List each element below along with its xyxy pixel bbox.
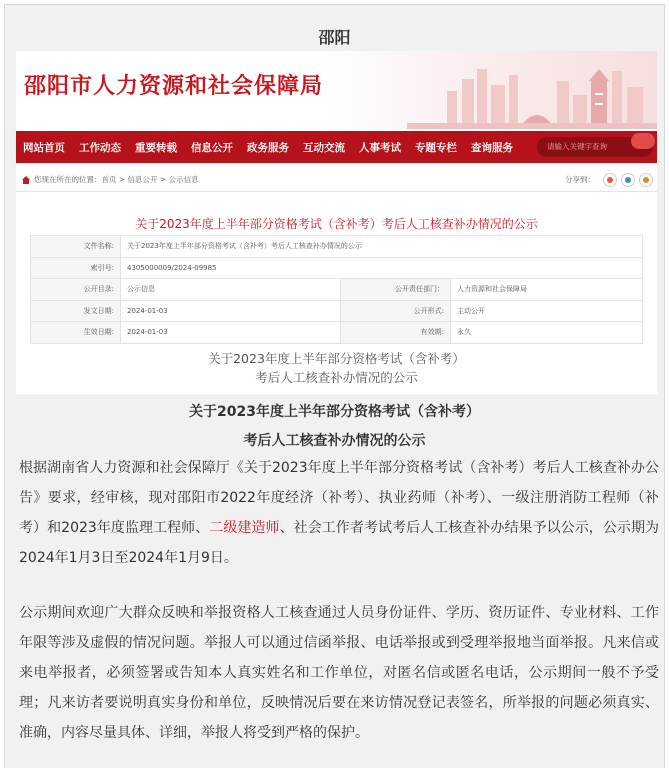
nav-gov-services[interactable]: 政务服务 [247, 141, 289, 154]
doc-heading: 关于2023年度上半年部分资格考试（含补考）考后人工核查补办情况的公示 [135, 217, 538, 231]
meta-value: 4305000009/2024-09985 [121, 257, 643, 279]
qq-share-icon[interactable] [621, 173, 635, 187]
doc-subtitle-line2: 考后人工核查补办情况的公示 [255, 370, 418, 385]
breadcrumb [16, 171, 657, 189]
nav-work-news[interactable]: 工作动态 [79, 141, 121, 154]
content-frame [4, 4, 665, 768]
doc-meta-table [30, 235, 643, 344]
meta-value: 主动公开 [451, 300, 643, 322]
weibo-share-icon[interactable] [603, 173, 617, 187]
nav-query-service[interactable]: 查询服务 [471, 141, 513, 154]
meta-value: 永久 [451, 322, 643, 344]
meta-label: 生效日期: [31, 322, 121, 344]
share-bar [565, 171, 653, 189]
page-title: 邵阳 [318, 28, 351, 47]
meta-value: 关于2023年度上半年部分资格考试（含补考）考后人工核查补办情况的公示 [121, 236, 643, 258]
site-banner [16, 51, 657, 129]
meta-value: 2024-01-03 [121, 300, 341, 322]
paragraph-text: 根据湖南省人力资源和社会保障厅《关于2023年度上半年部分资格考试（含补考）考后人工核查补办公告》要求，经审核，现对邵阳市2022年度经济（补考）、执业药师（补考）、一级注册消防工程师（补考）和2023年度监理工程师、 [19, 460, 659, 536]
meta-label: 索引号: [31, 257, 121, 279]
nav-personnel-exam[interactable]: 人事考试 [359, 141, 401, 154]
meta-label: 文件名称: [31, 236, 121, 258]
meta-value: 2024-01-03 [121, 322, 341, 344]
share-label: 分享到： [565, 175, 595, 184]
nav-home[interactable]: 网站首页 [23, 141, 65, 154]
city-skyline-graphic [407, 51, 657, 129]
article-paragraph-2: 公示期间欢迎广大群众反映和举报资格人工核查通过人员身份证件、学历、资历证件、专业材料、工作年限等涉及虚假的情况问题。举报人可以通过信函举报、电话举报或到受理举报地当面举报。凡来信或来电举报者，必须签署或告知本人真实姓名和工作单位，对匿名信或匿名电话，公示期间一般不予受理；凡来访者要说明真实身份和单位，反映情况后要在来访情况登记表签名，所举报的问题必须真实、准确，内容尽量具体、详细，举报人将受到严格的保护。 [19, 605, 659, 741]
divider [16, 191, 657, 192]
embedded-screenshot [16, 51, 657, 394]
nav-special-topics[interactable]: 专题专栏 [415, 141, 457, 154]
breadcrumb-text: 您现在所在的位置：首页 > 信息公开 > 公示信息 [34, 175, 199, 184]
article-paragraph-1 [19, 453, 659, 573]
article-title-line1: 关于2023年度上半年部分资格考试（含补考） [189, 404, 480, 420]
meta-value: 人力资源和社会保障局 [451, 279, 643, 301]
wechat-share-icon[interactable] [639, 173, 653, 187]
banner-title: 邵阳市人力资源和社会保障局 [24, 74, 324, 99]
doc-subtitle-line1: 关于2023年度上半年部分资格考试（含补考） [208, 351, 465, 366]
meta-label: 公开目录: [31, 279, 121, 301]
meta-label: 公开责任部门： [341, 279, 451, 301]
meta-value: 公示信息 [121, 279, 341, 301]
main-nav [16, 131, 657, 163]
home-icon [22, 176, 30, 184]
paragraph-text: 、社会工作者考试考后人工核查补办结果予以公示，公示期为2024年1月3日至2024年1月9日。 [19, 520, 660, 566]
article-title-line2: 考后人工核查补办情况的公示 [243, 433, 426, 449]
nav-info-disclosure[interactable]: 信息公开 [191, 141, 233, 154]
meta-label: 发文日期: [31, 300, 121, 322]
search-button[interactable] [631, 133, 655, 149]
nav-interaction[interactable]: 互动交流 [303, 141, 345, 154]
nav-reprints[interactable]: 重要转载 [135, 141, 177, 154]
highlight-link[interactable]: 二级建造师 [209, 520, 280, 536]
meta-label: 公开形式: [341, 300, 451, 322]
search-input[interactable]: 请输入关键字查询 [537, 137, 653, 157]
doc-subtitle [16, 349, 657, 387]
meta-label: 有效期: [341, 322, 451, 344]
